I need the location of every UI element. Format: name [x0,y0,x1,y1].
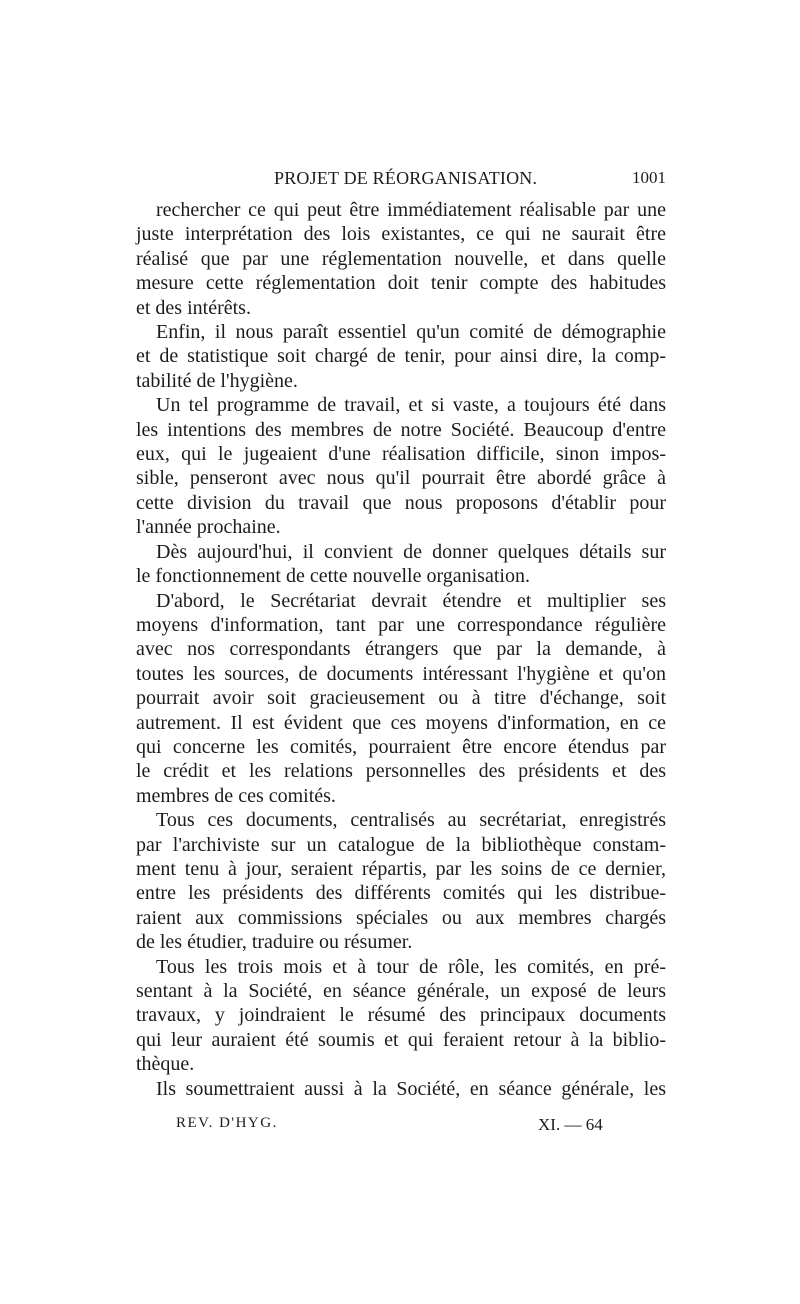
text-line: sible, penseront avec nous qu'il pourrait être abordé grâce à [136,467,666,490]
text-line: le crédit et les relations personnelles des présidents et des [136,760,666,783]
text-line: raient aux commissions spéciales ou aux membres chargés [136,906,666,929]
paragraph [136,589,666,809]
paragraph [136,393,666,539]
text-line: cette division du travail que nous proposons d'établir pour [136,491,666,514]
text-line: pourrait avoir soit gracieusement ou à titre d'échange, soit [136,687,666,710]
text-line: eux, qui le jugeaient d'une réalisation difficile, sinon impos- [136,443,666,466]
page-footer [176,1115,626,1141]
running-title: PROJET DE RÉORGANISATION. [274,168,538,188]
text-line: toutes les sources, de documents intéressant l'hygiène et qu'on [136,662,666,685]
paragraph [136,198,666,320]
text-line: mesure cette réglementation doit tenir compte des habitudes [136,272,666,295]
text-line: sentant à la Société, en séance générale, un exposé de leurs [136,980,666,1002]
paragraph [136,808,666,954]
body-text [136,198,666,1101]
text-line: Enfin, il nous paraît essentiel qu'un comité de démographie [156,321,666,344]
text-line: de les étudier, traduire ou résumer. [136,931,413,954]
text-line: rechercher ce qui peut être immédiatement réalisable par une [156,199,666,221]
text-line: tabilité de l'hygiène. [136,369,298,392]
text-line: et des intérêts. [136,296,251,319]
text-line: et de statistique soit chargé de tenir, pour ainsi dire, la comp- [136,345,666,368]
text-line: entre les présidents des différents comités qui les distribue- [136,882,666,905]
text-line: les intentions des membres de notre Société. Beaucoup d'entre [136,418,666,441]
text-line: Tous les trois mois et à tour de rôle, les comités, en pré- [156,955,666,978]
text-line: Dès aujourd'hui, il convient de donner quelques détails sur [156,540,666,563]
text-line: thèque. [136,1053,195,1076]
text-line: l'année prochaine. [136,516,281,539]
text-line: membres de ces comités. [136,784,336,807]
text-line: autrement. Il est évident que ces moyens d'information, en ce [136,711,666,734]
footer-volume-sheet: XI. — 64 [538,1115,603,1134]
running-header [136,168,666,192]
text-line: avec nos correspondants étrangers que par la demande, à [136,638,666,661]
footer-journal-signature: REV. D'HYG. [176,1115,278,1131]
text-line: juste interprétation des lois existantes, ce qui ne saurait être [136,223,666,246]
text-line: Un tel programme de travail, et si vaste, a toujours été dans [156,394,666,417]
text-line: travaux, y joindraient le résumé des principaux documents [136,1004,666,1027]
paragraph [136,540,666,589]
text-line: par l'archiviste sur un catalogue de la bibliothèque constam- [136,833,666,856]
text-line: réalisé que par une réglementation nouvelle, et dans quelle [136,247,666,270]
text-line: Ils soumettraient aussi à la Société, en séance générale, les [156,1077,666,1100]
text-line: Tous ces documents, centralisés au secrétariat, enregistrés [156,809,666,832]
text-line: D'abord, le Secrétariat devrait étendre et multiplier ses [156,589,666,612]
text-line: le fonctionnement de cette nouvelle organisation. [136,565,530,588]
paragraph [136,955,666,1077]
text-line: moyens d'information, tant par une correspondance régulière [136,613,666,636]
text-line: ment tenu à jour, seraient répartis, par les soins de ce dernier, [136,857,666,880]
paragraph [136,320,666,393]
text-line: qui leur auraient été soumis et qui feraient retour à la biblio- [136,1028,666,1051]
page-number: 1001 [632,168,666,187]
paragraph [136,1077,666,1101]
text-line: qui concerne les comités, pourraient être encore étendus par [136,735,666,758]
